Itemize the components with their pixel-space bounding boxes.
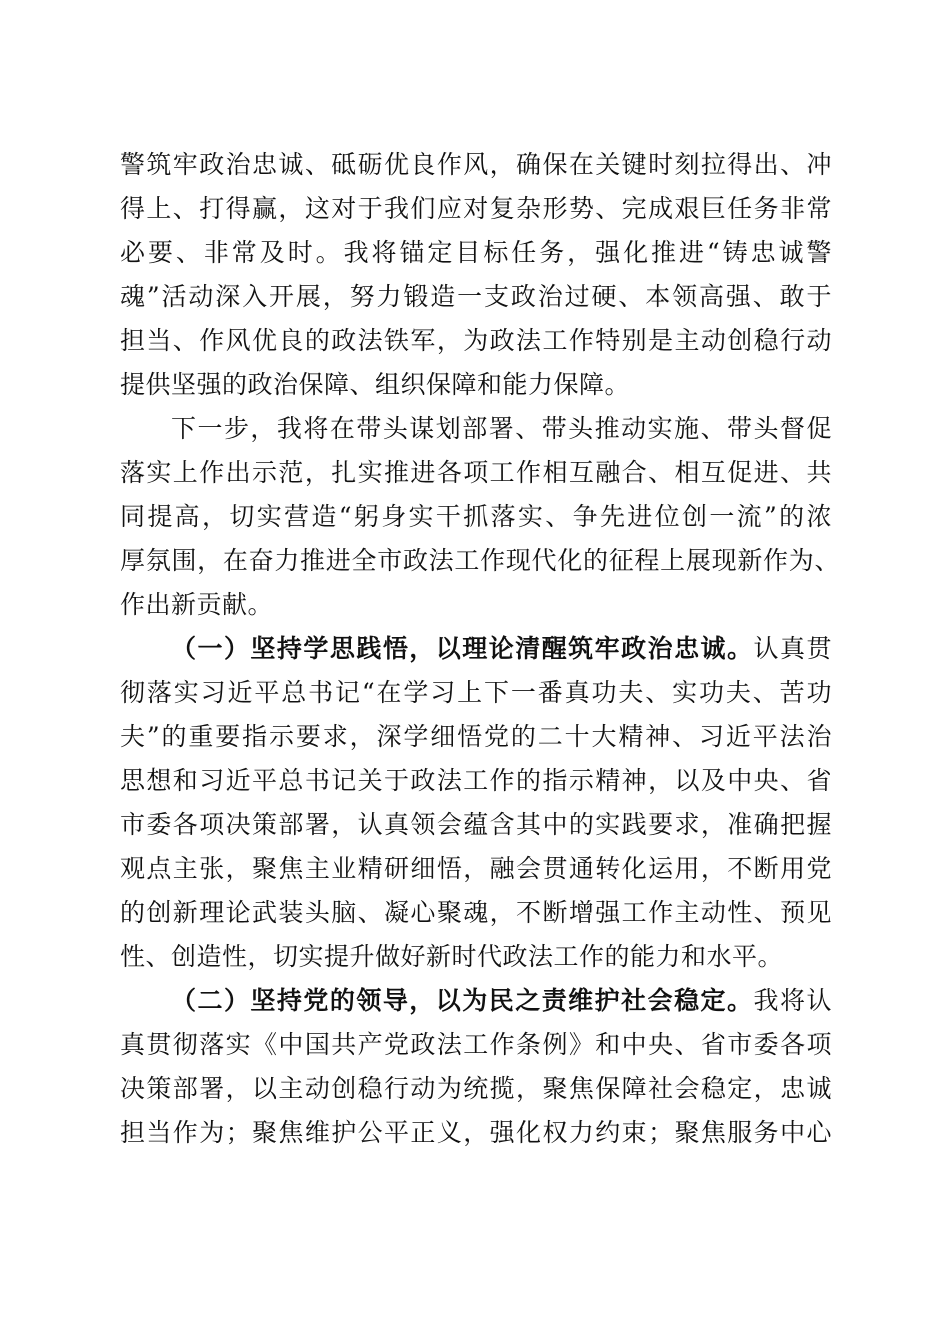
text-line: 的创新理论武装头脑、凝心聚魂，不断增强工作主动性、预见 [120, 898, 832, 927]
text-line: 决策部署，以主动创稳行动为统揽，聚焦保障社会稳定，忠诚 [120, 1074, 832, 1103]
section-heading: （一）坚持学思践悟，以理论清醒筑牢政治忠诚。 [171, 634, 754, 663]
text-line: 厚氛围，在奋力推进全市政法工作现代化的征程上展现新作为、 [120, 546, 840, 575]
text-line [120, 979, 832, 1023]
text-line: 警筑牢政治忠诚、砥砺优良作风，确保在关键时刻拉得出、冲 [120, 150, 832, 179]
text-fragment: 我将认 [753, 986, 832, 1015]
text-line: 魂”活动深入开展，努力锻造一支政治过硬、本领高强、敢于 [120, 282, 832, 311]
text-line: 提供坚强的政治保障、组织保障和能力保障。 [120, 370, 631, 399]
document-body [120, 143, 840, 1155]
text-line: 夫”的重要指示要求，深学细悟党的二十大精神、习近平法治 [120, 722, 832, 751]
text-line: 落实上作出示范，扎实推进各项工作相互融合、相互促进、共 [120, 458, 832, 487]
text-line: 作出新贡献。 [120, 590, 274, 619]
paragraph-1 [120, 143, 832, 407]
paragraph-4 [120, 979, 832, 1155]
text-line: 担当作为；聚焦维护公平正义，强化权力约束；聚焦服务中心 [120, 1118, 832, 1147]
text-line: 思想和习近平总书记关于政法工作的指示精神，以及中央、省 [120, 766, 832, 795]
text-line: 性、创造性，切实提升做好新时代政法工作的能力和水平。 [120, 942, 784, 971]
text-fragment: 认真贯 [753, 634, 832, 663]
text-line: 必要、非常及时。我将锚定目标任务，强化推进“铸忠诚警 [120, 238, 832, 267]
text-line: 彻落实习近平总书记“在学习上下一番真功夫、实功夫、苦功 [120, 678, 832, 707]
section-heading: （二）坚持党的领导，以为民之责维护社会稳定。 [171, 986, 754, 1015]
text-line: 真贯彻落实《中国共产党政法工作条例》和中央、省市委各项 [120, 1030, 832, 1059]
text-line: 市委各项决策部署，认真领会蕴含其中的实践要求，准确把握 [120, 810, 832, 839]
text-line: 得上、打得赢，这对于我们应对复杂形势、完成艰巨任务非常 [120, 194, 832, 223]
text-line: 观点主张，聚焦主业精研细悟，融会贯通转化运用，不断用党 [120, 854, 832, 883]
text-line: 下一步，我将在带头谋划部署、带头推动实施、带头督促 [171, 414, 832, 443]
text-line: 担当、作风优良的政法铁军，为政法工作特别是主动创稳行动 [120, 326, 832, 355]
text-line [120, 627, 832, 671]
paragraph-2 [120, 407, 840, 627]
text-line: 同提高，切实营造“躬身实干抓落实、争先进位创一流”的浓 [120, 502, 832, 531]
paragraph-3 [120, 627, 832, 979]
